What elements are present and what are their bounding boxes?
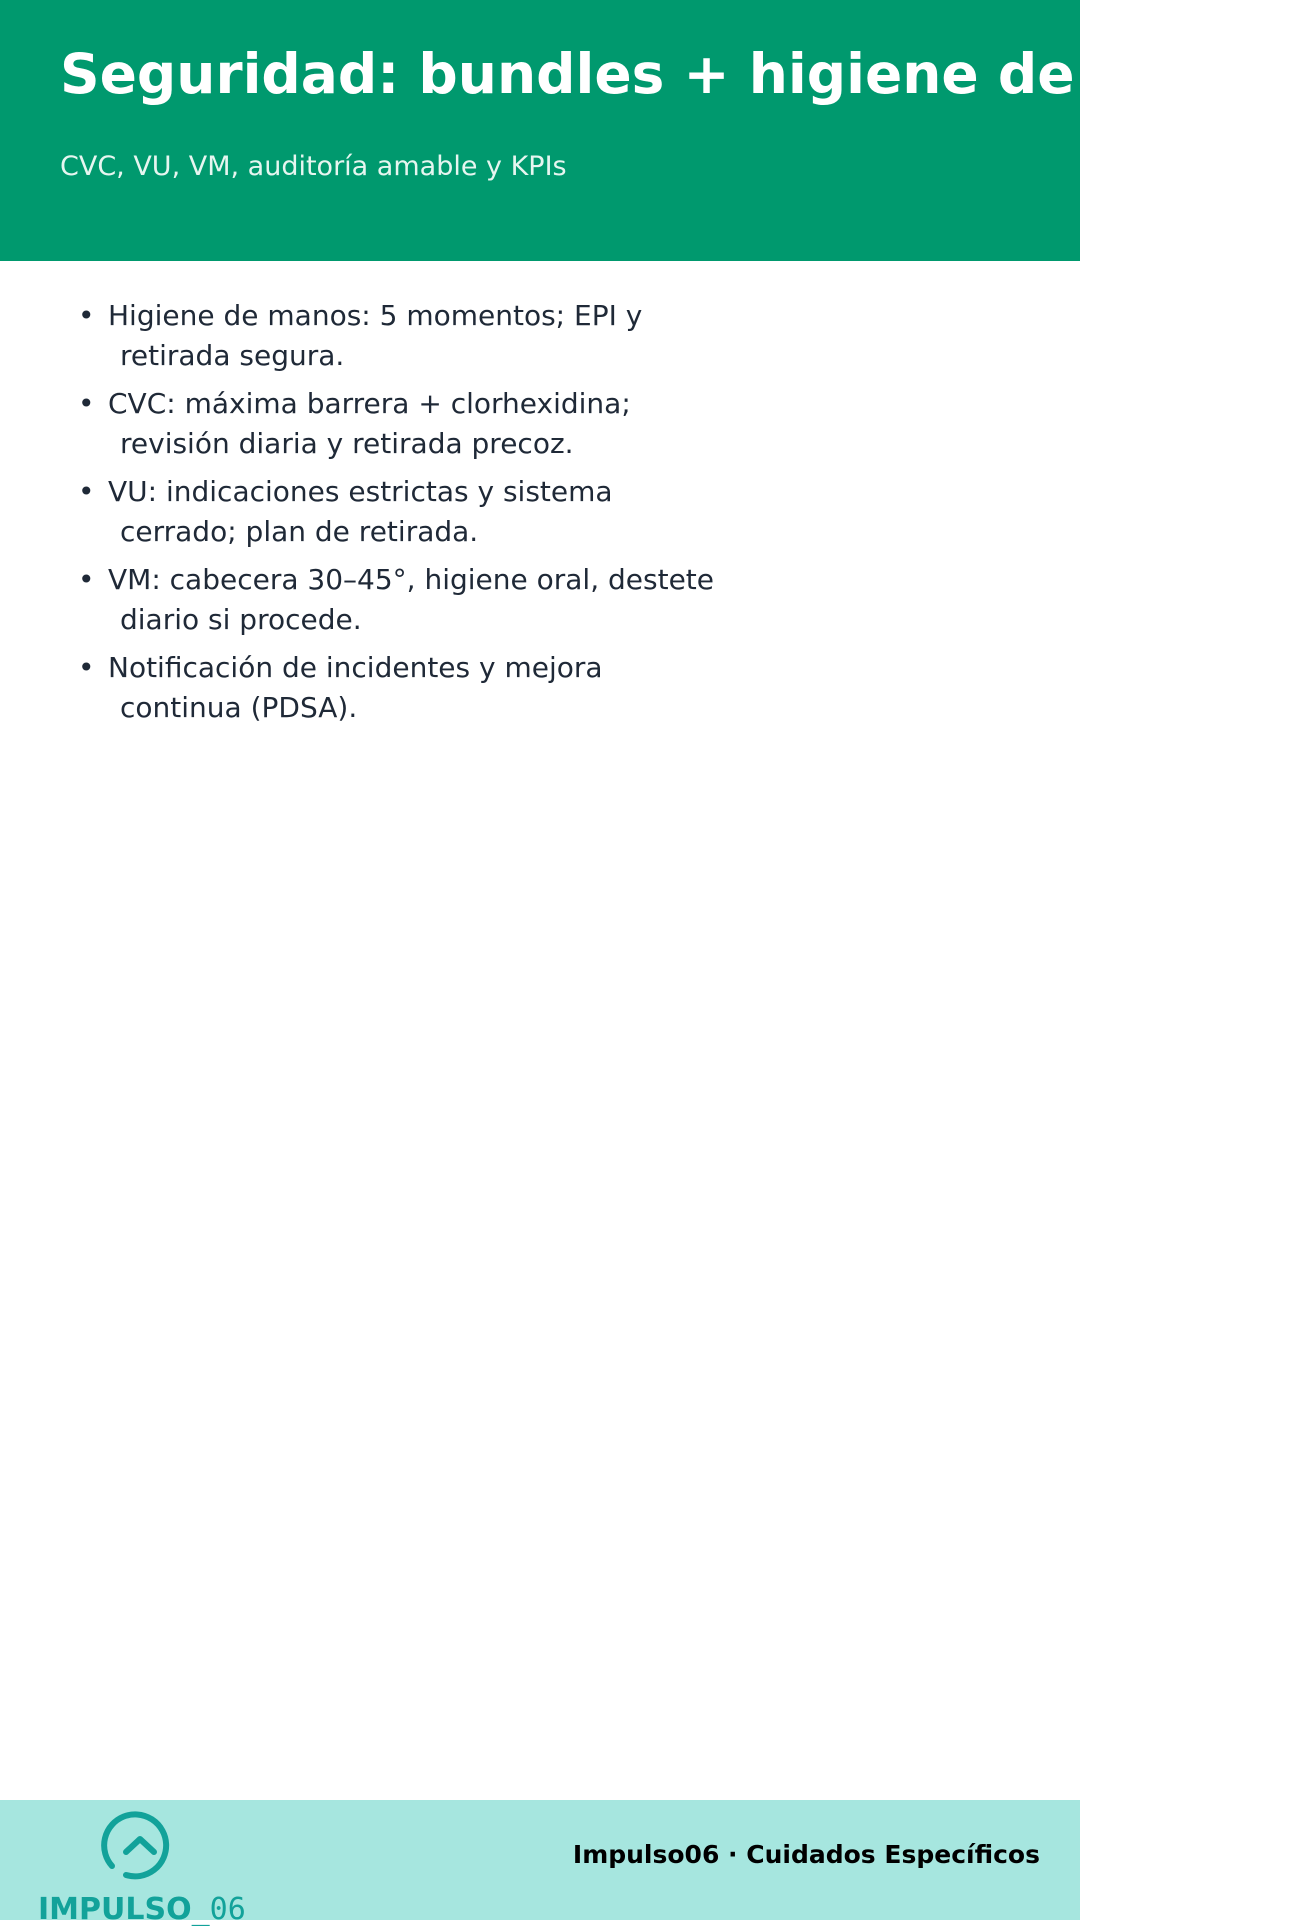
bullet-text-line1: VM: cabecera 30–45°, higiene oral, destete <box>108 563 715 596</box>
logo-wordmark-strong: IMPULSO <box>38 1892 192 1927</box>
bullet-marker: • <box>78 475 95 508</box>
bullet-item <box>78 472 808 552</box>
slide-footer <box>0 1800 1080 1927</box>
bullet-marker: • <box>78 299 95 332</box>
bullet-marker: • <box>78 387 95 420</box>
bullet-text-line1: CVC: máxima barrera + clorhexidina; <box>108 387 631 420</box>
slide-header <box>0 0 1298 261</box>
bullet-item <box>78 296 808 376</box>
bullet-item <box>78 648 808 728</box>
bullet-text-line1: VU: indicaciones estrictas y sistema <box>108 475 613 508</box>
bullet-item <box>78 560 808 640</box>
bullet-marker: • <box>78 563 95 596</box>
bullet-text-line2: cerrado; plan de retirada. <box>120 515 479 548</box>
logo-wordmark <box>38 1890 246 1930</box>
bullet-item <box>78 384 808 464</box>
bullet-list <box>78 296 778 736</box>
bullet-text-line2: revisión diaria y retirada precoz. <box>120 427 574 460</box>
bullet-text-line1: Higiene de manos: 5 momentos; EPI y <box>108 299 643 332</box>
slide-title: Seguridad: bundles + higiene de manos <box>60 42 1298 106</box>
bullet-text-line2: continua (PDSA). <box>120 691 358 724</box>
impulso-logo <box>38 1810 248 1927</box>
footer-label: Impulso06 · Cuidados Específicos <box>572 1840 1040 1869</box>
bullet-marker: • <box>78 651 95 684</box>
slide-subtitle: CVC, VU, VM, auditoría amable y KPIs <box>60 151 567 182</box>
logo-wordmark-light: _06 <box>191 1892 246 1927</box>
bullet-text-line2: retirada segura. <box>120 339 345 372</box>
bullet-text-line2: diario si procede. <box>120 603 362 636</box>
bullet-text-line1: Notificación de incidentes y mejora <box>108 651 603 684</box>
impulso-chevron-circle-icon <box>104 1810 176 1882</box>
